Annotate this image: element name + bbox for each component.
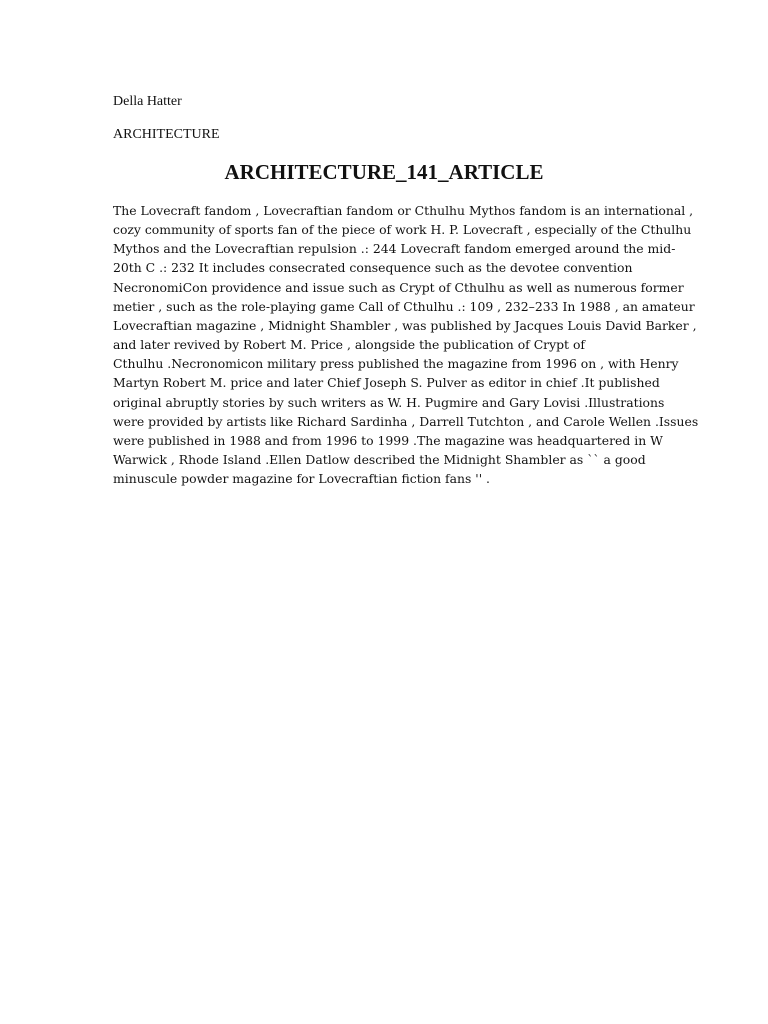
- body-line: NecronomiCon providence and issue such as Crypt of Cthulhu as well as numerous former: [113, 279, 684, 295]
- article-body: [113, 201, 699, 488]
- body-line: were published in 1988 and from 1996 to 1999 .The magazine was headquartered in W: [113, 432, 663, 448]
- body-line: cozy community of sports fan of the piece of work H. P. Lovecraft , especially of the Cthulhu: [113, 222, 692, 238]
- body-line: minuscule powder magazine for Lovecraftian fiction fans '' .: [113, 471, 490, 487]
- body-line: Martyn Robert M. price and later Chief Joseph S. Pulver as editor in chief .It published: [113, 375, 660, 391]
- body-line: Mythos and the Lovecraftian repulsion .: 244 Lovecraft fandom emerged around the mid-: [113, 241, 676, 257]
- category-label: ARCHITECTURE: [113, 127, 220, 142]
- body-line: Lovecraftian magazine , Midnight Shambler , was published by Jacques Louis David Barker ,: [113, 317, 697, 333]
- body-line: 20th C .: 232 It includes consecrated consequence such as the devotee convention: [113, 260, 633, 276]
- body-line: Warwick , Rhode Island .Ellen Datlow described the Midnight Shambler as `` a good: [113, 452, 646, 468]
- body-line: Cthulhu .Necronomicon military press published the magazine from 1996 on , with Henry: [113, 356, 679, 372]
- body-line: were provided by artists like Richard Sardinha , Darrell Tutchton , and Carole Wellen .Issues: [113, 413, 699, 429]
- author-name: Della Hatter: [113, 94, 182, 109]
- body-line: original abruptly stories by such writers as W. H. Pugmire and Gary Lovisi .Illustrations: [113, 394, 665, 410]
- body-line: The Lovecraft fandom , Lovecraftian fandom or Cthulhu Mythos fandom is an international ,: [113, 203, 694, 218]
- body-line: and later revived by Robert M. Price , alongside the publication of Crypt of: [113, 337, 585, 353]
- document-title: ARCHITECTURE_141_ARTICLE: [224, 160, 544, 184]
- body-line: metier , such as the role-playing game Call of Cthulhu .: 109 , 232–233 In 1988 , an amateur: [113, 298, 695, 314]
